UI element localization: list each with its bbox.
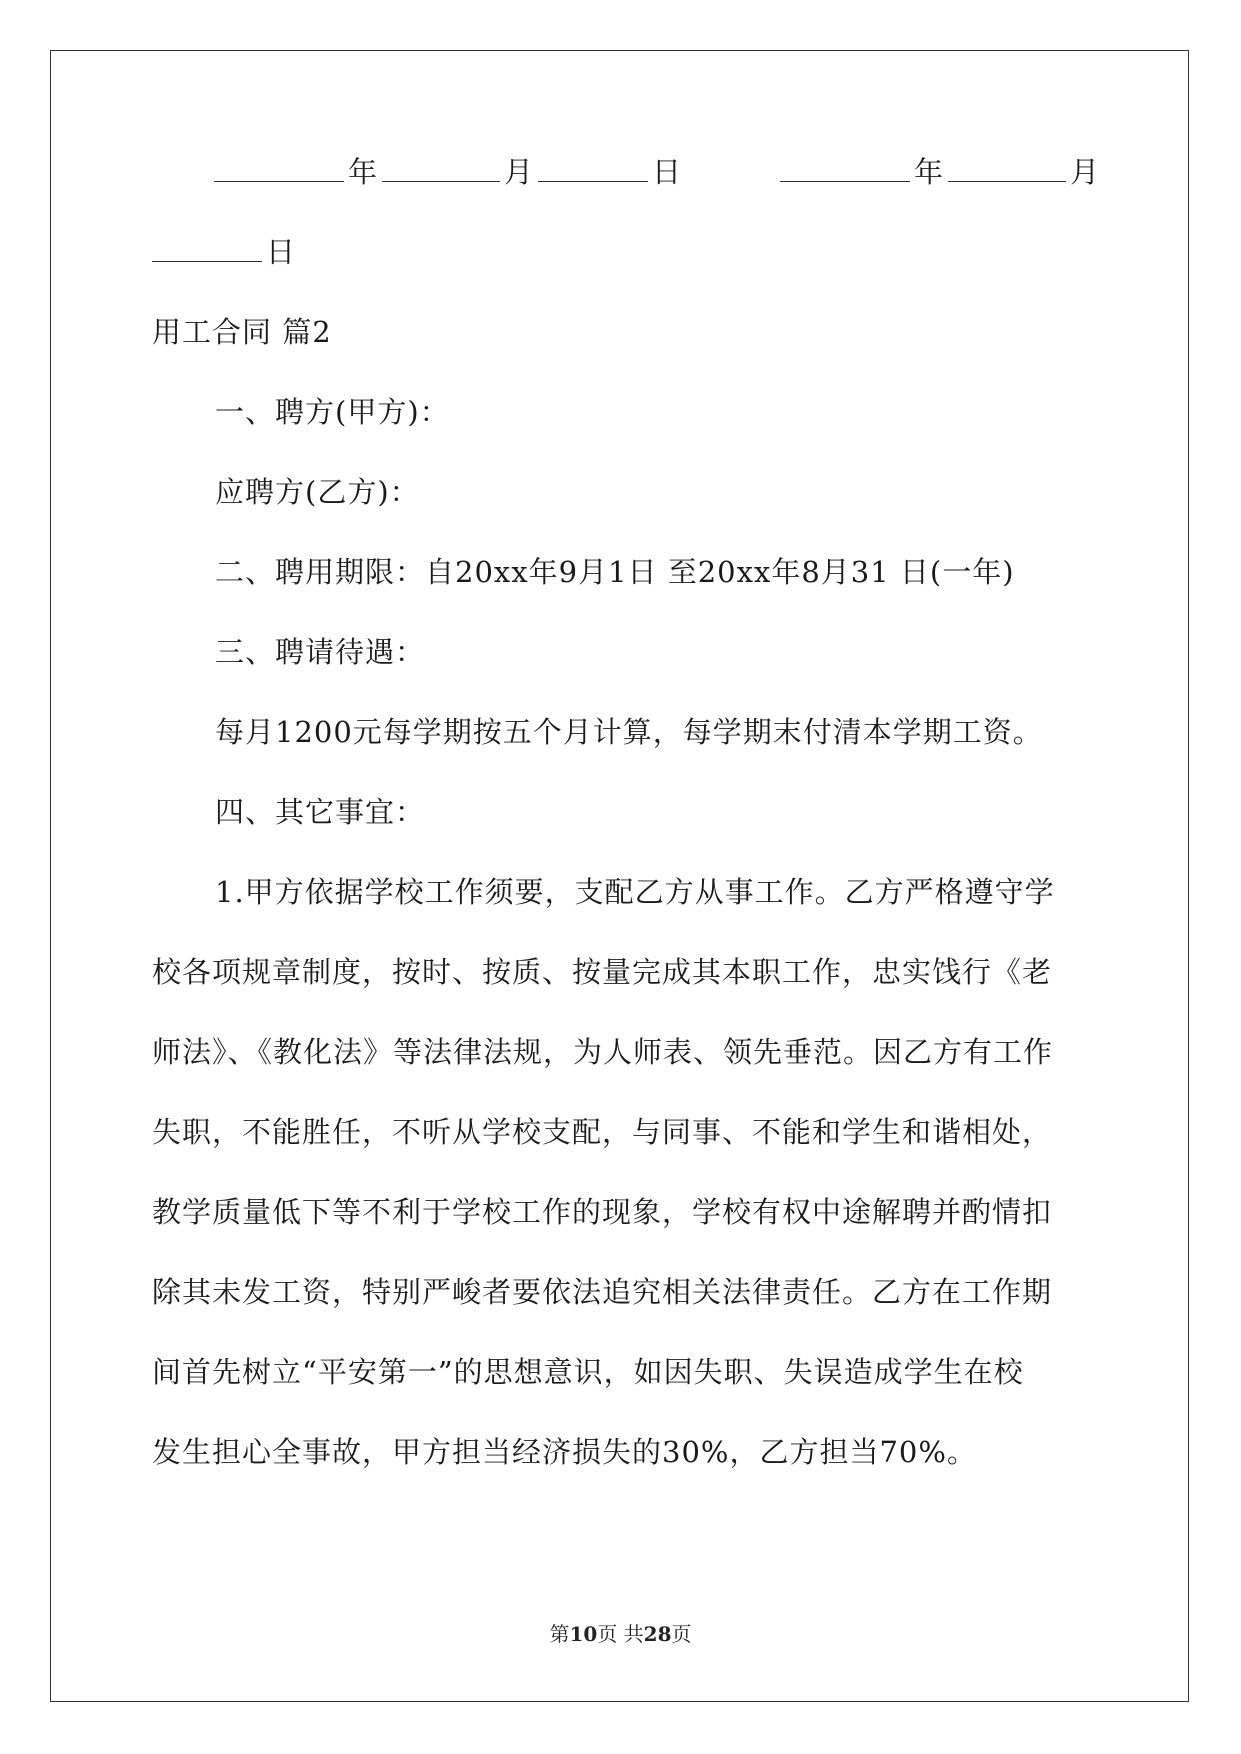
year-label-right: 年 xyxy=(914,155,945,189)
year-blank-left xyxy=(214,155,344,182)
day-label-left: 日 xyxy=(652,155,683,189)
page-footer xyxy=(0,1618,1241,1647)
paragraph-line: 1.甲方依据学校工作须要，支配乙方从事工作。乙方严格遵守学 xyxy=(215,875,1055,909)
day-label-right: 日 xyxy=(266,235,297,269)
term-line: 二、聘用期限：自20xx年9月1日 至20xx年8月31 日(一年) xyxy=(215,555,1015,589)
month-blank-left xyxy=(382,155,500,182)
compensation-heading: 三、聘请待遇： xyxy=(215,635,426,669)
signature-date-row xyxy=(210,152,1150,192)
day-blank-right xyxy=(152,235,262,262)
current-page-number: 10 xyxy=(569,1622,598,1646)
paragraph-line: 师法》、《教化法》等法律法规，为人师表、领先垂范。因乙方有工作 xyxy=(152,1035,1054,1069)
other-matters-heading: 四、其它事宜： xyxy=(215,795,426,829)
footer-prefix: 第 xyxy=(549,1622,570,1646)
total-page-number: 28 xyxy=(643,1622,672,1646)
section-heading: 用工合同 篇2 xyxy=(152,315,332,349)
paragraph-line: 间首先树立“平安第一”的思想意识，如因失职、失误造成学生在校 xyxy=(152,1355,1024,1389)
year-label-left: 年 xyxy=(348,155,379,189)
year-blank-right xyxy=(780,155,910,182)
footer-suffix: 页 xyxy=(671,1622,692,1646)
paragraph-line: 校各项规章制度，按时、按质、按量完成其本职工作，忠实饯行《老 xyxy=(152,955,1053,989)
compensation-line: 每月1200元每学期按五个月计算，每学期末付清本学期工资。 xyxy=(215,715,1043,749)
paragraph-line: 发生担心全事故，甲方担当经济损失的30%，乙方担当70%。 xyxy=(152,1435,977,1469)
month-blank-right xyxy=(948,155,1066,182)
day-blank-left xyxy=(538,155,648,182)
paragraph-line: 除其未发工资，特别严峻者要依法追究相关法律责任。乙方在工作期 xyxy=(152,1275,1053,1309)
footer-mid: 页 共 xyxy=(597,1622,644,1646)
signature-date-row-continued xyxy=(152,232,1092,272)
paragraph-line: 教学质量低下等不利于学校工作的现象，学校有权中途解聘并酌情扣 xyxy=(152,1195,1053,1229)
paragraph-line: 失职，不能胜任，不听从学校支配，与同事、不能和学生和谐相处， xyxy=(152,1115,1053,1149)
employer-line: 一、聘方(甲方)： xyxy=(215,395,450,429)
month-label-left: 月 xyxy=(504,155,535,189)
month-label-right: 月 xyxy=(1070,155,1101,189)
employee-line: 应聘方(乙方)： xyxy=(215,475,420,509)
